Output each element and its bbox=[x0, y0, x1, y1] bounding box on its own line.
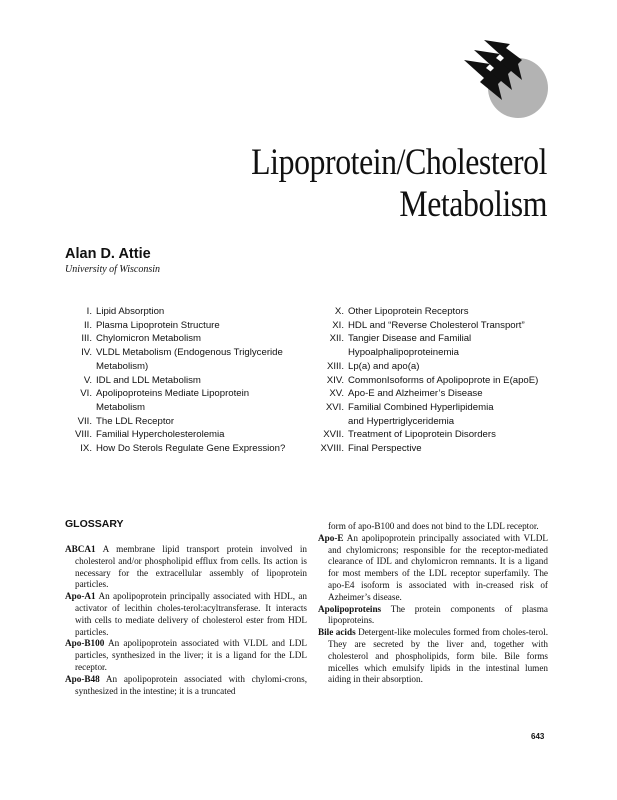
outline-item-title: Apo-E and Alzheimer’s Disease bbox=[348, 388, 483, 400]
outline-item bbox=[64, 387, 304, 414]
outline-item-number: XVI. bbox=[325, 401, 344, 413]
chapter-title-line1: Lipoprotein/Cholesterol bbox=[251, 142, 547, 183]
glossary-entry bbox=[65, 674, 307, 698]
chapter-title bbox=[251, 142, 547, 226]
outline-item-title: Lipid Absorption bbox=[96, 306, 165, 317]
outline-item bbox=[314, 319, 564, 333]
outline-item bbox=[64, 346, 304, 373]
outline-item-title: IDL and LDL Metabolism bbox=[96, 374, 201, 386]
glossary-heading: GLOSSARY bbox=[65, 518, 124, 530]
author-affiliation: University of Wisconsin bbox=[65, 264, 160, 275]
outline-item-title: Familial Hypercholesterolemia bbox=[96, 429, 225, 441]
outline-item-title: Familial Combined Hyperlipidemia and Hypertriglyceridemia bbox=[348, 401, 494, 427]
glossary-term: Bile acids bbox=[318, 627, 356, 638]
outline-item-number: VIII. bbox=[74, 429, 92, 441]
glossary-column-right bbox=[318, 521, 548, 686]
glossary-entry bbox=[318, 521, 548, 533]
outline-item-number: IV. bbox=[81, 347, 92, 359]
outline-item-title: Apolipoproteins Mediate Lipoprotein Metabolism bbox=[96, 388, 250, 413]
glossary-term: Apolipoproteins bbox=[318, 603, 382, 614]
outline-item-number: XI. bbox=[332, 319, 344, 331]
glossary-entry bbox=[318, 604, 548, 628]
outline-item-number: XII. bbox=[329, 333, 344, 345]
outline-item bbox=[64, 442, 304, 456]
outline-right bbox=[314, 305, 564, 456]
outline-item bbox=[64, 374, 304, 388]
outline-item-title: Other Lipoprotein Receptors bbox=[348, 306, 469, 317]
glossary-entry bbox=[318, 627, 548, 686]
outline-item bbox=[314, 374, 564, 388]
outline-item bbox=[314, 305, 564, 319]
glossary-entry bbox=[65, 638, 307, 673]
outline-item-number: VI. bbox=[80, 388, 92, 400]
outline-item-number: XVII. bbox=[323, 429, 344, 441]
outline-item-title: VLDL Metabolism (Endogenous Triglyceride Metabolism) bbox=[96, 347, 283, 372]
outline-item bbox=[64, 415, 304, 429]
outline-item-number: X. bbox=[334, 306, 344, 317]
outline-item-number: XIV. bbox=[326, 374, 344, 386]
chapter-title-line2: Metabolism bbox=[399, 184, 547, 225]
outline-item-title: Final Perspective bbox=[348, 443, 422, 455]
page-number: 643 bbox=[531, 732, 545, 741]
glossary-definition: An apolipoprotein associated with chylomi-crons, synthesized in the intestine; it is a truncated bbox=[75, 673, 307, 696]
publisher-logo-icon bbox=[462, 38, 554, 120]
glossary-definition: An apolipoprotein principally associated with HDL, an activator of lecithin choles-terol:acyltransferase. It interacts with cells to mediate delivery of cholesterol ester from HDL particles. bbox=[75, 591, 307, 637]
outline-item bbox=[64, 305, 304, 319]
outline-item-number: VII. bbox=[77, 415, 92, 427]
outline-item-title: Treatment of Lipoprotein Disorders bbox=[348, 429, 496, 441]
outline-item bbox=[314, 332, 564, 359]
outline-item-title: How Do Sterols Regulate Gene Expression? bbox=[96, 443, 286, 455]
glossary-definition: An apolipoprotein associated with VLDL and LDL particles, synthesized in the liver; it is a ligand for the LDL receptor. bbox=[75, 638, 307, 672]
outline-item-title: Plasma Lipoprotein Structure bbox=[96, 319, 220, 331]
glossary-term: ABCA1 bbox=[65, 544, 96, 554]
outline-item-title: HDL and “Reverse Cholesterol Transport” bbox=[348, 319, 525, 331]
outline-item-title: The LDL Receptor bbox=[96, 415, 175, 427]
glossary-term: Apo-A1 bbox=[65, 591, 96, 602]
outline-item bbox=[64, 428, 304, 442]
outline-item-title: CommonIsoforms of Apolipoprote in E(apoE) bbox=[348, 374, 539, 386]
outline-item bbox=[314, 442, 564, 456]
outline-item-title: Tangier Disease and Familial Hypoalphalipoproteinemia bbox=[348, 333, 472, 359]
outline-left bbox=[64, 305, 304, 456]
outline-item-number: II. bbox=[84, 319, 92, 331]
outline-item-number: XV. bbox=[329, 388, 344, 400]
outline-item-number: IX. bbox=[80, 443, 92, 455]
outline-item bbox=[64, 319, 304, 333]
glossary-term: Apo-B48 bbox=[65, 673, 100, 684]
glossary-entry bbox=[318, 533, 548, 604]
outline-item bbox=[314, 387, 564, 401]
glossary-definition: Detergent-like molecules formed from choles-terol. They are secreted by the liver and, together with cholesterol and phospholipids, form bile. Bile forms micelles which emulsify lipids in the intestinal lumen aiding in their absorption. bbox=[328, 627, 548, 685]
author-name: Alan D. Attie bbox=[65, 246, 151, 262]
outline-item bbox=[314, 401, 564, 428]
outline-item-number: XIII. bbox=[326, 360, 344, 372]
outline-item bbox=[64, 332, 304, 346]
outline-item-number: V. bbox=[83, 374, 92, 386]
glossary-term: Apo-E bbox=[318, 532, 344, 543]
outline-item-title: Chylomicron Metabolism bbox=[96, 333, 202, 345]
outline-item-number: XVIII. bbox=[320, 443, 344, 455]
outline-item-number: I. bbox=[86, 306, 92, 317]
outline-item-number: III. bbox=[81, 333, 92, 345]
glossary-column-left bbox=[65, 544, 307, 697]
glossary-definition: The protein components of plasma lipoproteins. bbox=[328, 603, 548, 626]
glossary-entry bbox=[65, 544, 307, 591]
glossary-definition: form of apo-B100 and does not bind to the LDL receptor. bbox=[328, 521, 539, 531]
outline-item-title: Lp(a) and apo(a) bbox=[348, 360, 420, 372]
glossary-entry bbox=[65, 591, 307, 638]
glossary-definition: A membrane lipid transport protein involved in cholesterol and/or phospholipid efflux from cells. Its action is necessary for the extracellular assembly of lipoprotein particles. bbox=[75, 544, 307, 590]
glossary-definition: An apolipoprotein principally associated with VLDL and chylomicrons; responsible for the receptor-mediated clearance of IDL and chylomicron remnants. It is a ligand for most members of the LDL receptor superfamily. The apo-E4 isoform is associated with in-creased risk of Azheimer’s disease. bbox=[328, 532, 548, 602]
outline-item bbox=[314, 360, 564, 374]
glossary-term: Apo-B100 bbox=[65, 638, 105, 649]
outline-item bbox=[314, 428, 564, 442]
